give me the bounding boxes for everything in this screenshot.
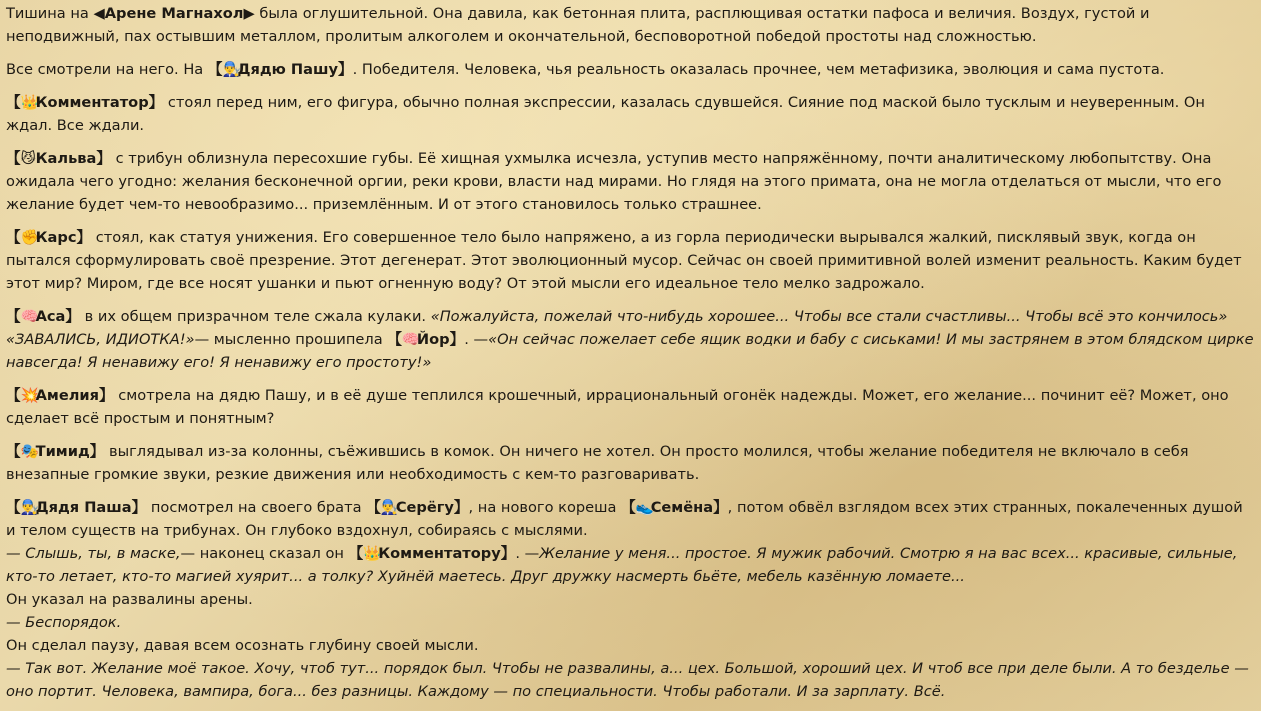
paragraph-uncle-pasha [6,58,1255,81]
text: в их общем призрачном теле сжала кулаки. [80,308,431,325]
character-tag-seryoga: 【👨‍🔧Серёгу】 [366,499,468,516]
paragraph-points: Он указал на развалины арены. [6,591,253,608]
text: посмотрел на своего брата [146,499,367,516]
character-tag-amelia: 【💥Амелия】 [6,387,114,404]
character-tag-dyadya-pasha: 【👨‍🔧Дядя Паша】 [6,499,146,516]
text: . — [515,545,540,562]
character-tag-timid: 【🎭Тимид】 [6,443,104,460]
paragraph-asa-yor [6,305,1255,374]
paragraph-speech-2: — Беспорядок. [6,614,122,631]
text: — наконец сказал он [180,545,349,562]
text: стоял, как статуя унижения. Его совершенное тело было напряжено, а из горла периодически вырывался жалкий, писклявый звук, когда он пытался сформулировать своё презрение. Этот дегенерат. Этот эволюционный мусор. Сейчас он своей примитивной волей изменит реальность. Каким будет этот мир? Миром, где все носят ушанки и пьют огненную воду? От этой мысли его идеальное тело мелко задрожало. [6,229,1242,292]
text: . Победителя. Человека, чья реальность оказалась прочнее, чем метафизика, эволюция и сама пустота. [352,61,1165,78]
paragraph-intro [6,2,1255,48]
character-tag-kars: 【✊Карс】 [6,229,91,246]
thought-text: «Пожалуйста, пожелай что-нибудь хорошее... Чтобы все стали счастливы... Чтобы всё это кончилось» «ЗАВАЛИСЬ, ИДИОТКА!» [6,308,1228,348]
speech-text: — Слышь, ты, в маске, [6,545,181,562]
text: , на нового кореша [468,499,622,516]
brain-icon: 🧠 [20,308,39,325]
paragraph-kars [6,226,1255,295]
text: с трибун облизнула пересохшие губы. Её хищная ухмылка исчезла, уступив место напряжённому, почти аналитическому любопытству. Она ожидала чего угодно: желания бесконечной оргии, реки крови, власти над мирами. Но глядя на этого примата, она не могла отделаться от мысли, что его желание будет чем-то невообразимо... приземлённым. И от этого становилось только страшнее. [6,150,1222,213]
character-tag-commentator: 【👑Комментатор】 [6,94,163,111]
paragraph-speech-3: — Так вот. Желание моё такое. Хочу, чтоб тут... порядок был. Чтобы не развалины, а... цех. Большой, хороший цех. И чтоб все при деле были. А то безделье — оно портит. Человека, вампира, бога... без разницы. Каждому — по специальности. Чтобы работали. И за зарплату. Всё. [6,660,1249,700]
masks-icon: 🎭 [20,443,39,460]
text: — мысленно прошипела [194,331,388,348]
text: Тишина на [6,5,94,22]
text: смотрела на дядю Пашу, и в её душе теплился крошечный, иррациональный огонёк надежды. Может, его желание... починит её? Может, оно сделает всё простым и понятным? [6,387,1229,427]
thought-text: «Он сейчас пожелает себе ящик водки и бабу с сиськами! И мы застрянем в этом блядском цирке навсегда! Я ненавижу его! Я ненавижу его простоту!» [6,331,1254,371]
cat-icon: 😼 [20,150,36,167]
character-tag-yor: 【🧠Йор】 [387,331,464,348]
paragraph-kalva [6,147,1255,216]
paragraph-speech-1 [6,542,1255,588]
paragraph-pasha-looks [6,496,1255,542]
character-tag-kalva: 【😼Кальва】 [6,150,111,167]
character-tag-commentator: 【👑Комментатору】 [349,545,516,562]
character-tag-semyon: 【👟Семёна】 [621,499,728,516]
shoe-icon: 👟 [635,499,654,516]
speech-text: Желание у меня... простое. Я мужик рабочий. Смотрю я на вас всех... красивые, сильные, кто-то летает, кто-то магией хуярит... а толку? Хуйнёй маетесь. Друг дружку насмерть бьёте, мебель казённую ломаете... [6,545,1238,585]
text: Все смотрели на него. На [6,61,208,78]
text: . — [464,331,489,348]
text: была оглушительной. Она давила, как бетонная плита, расплющивая остатки пафоса и величия. Воздух, густой и неподвижный, пах остывшим металлом, пролитым алкоголем и окончательной, бесповоротной победой простоты над сложностью. [6,5,1150,45]
paragraph-timid [6,440,1255,486]
crown-icon: 👑 [20,94,39,111]
explosion-icon: 💥 [20,387,39,404]
man-icon: 👨‍🔧 [380,499,399,516]
text: , потом обвёл взглядом всех этих странных, покалеченных душой и телом существ на трибунах. Он глубоко вздохнул, собираясь с мыслями. [6,499,1243,539]
brain-icon: 🧠 [401,331,421,348]
man-icon: 👨‍🔧 [222,61,241,78]
fist-icon: ✊ [20,229,39,246]
text: стоял перед ним, его фигура, обычно полная экспрессии, казалась сдувшейся. Сияние под маской было тусклым и неуверенным. Он ждал. Все ждали. [6,94,1205,134]
character-tag-asa: 【🧠Аса】 [6,308,80,325]
paragraph-pause: Он сделал паузу, давая всем осознать глубину своей мысли. [6,637,479,654]
character-tag-dyadya-pasha: 【👨‍🔧Дядю Пашу】 [208,61,353,78]
paragraph-amelia [6,384,1255,430]
man-icon: 👨‍🔧 [20,499,39,516]
crown-icon: 👑 [363,545,382,562]
paragraph-commentator [6,91,1255,137]
text: выглядывал из-за колонны, съёжившись в комок. Он ничего не хотел. Он просто молился, чтобы желание победителя не включало в себя внезапные громкие звуки, резкие движения или необходимость с кем-то разговаривать. [6,443,1189,483]
arena-name: ◀Арене Магнахол▶ [93,5,255,22]
